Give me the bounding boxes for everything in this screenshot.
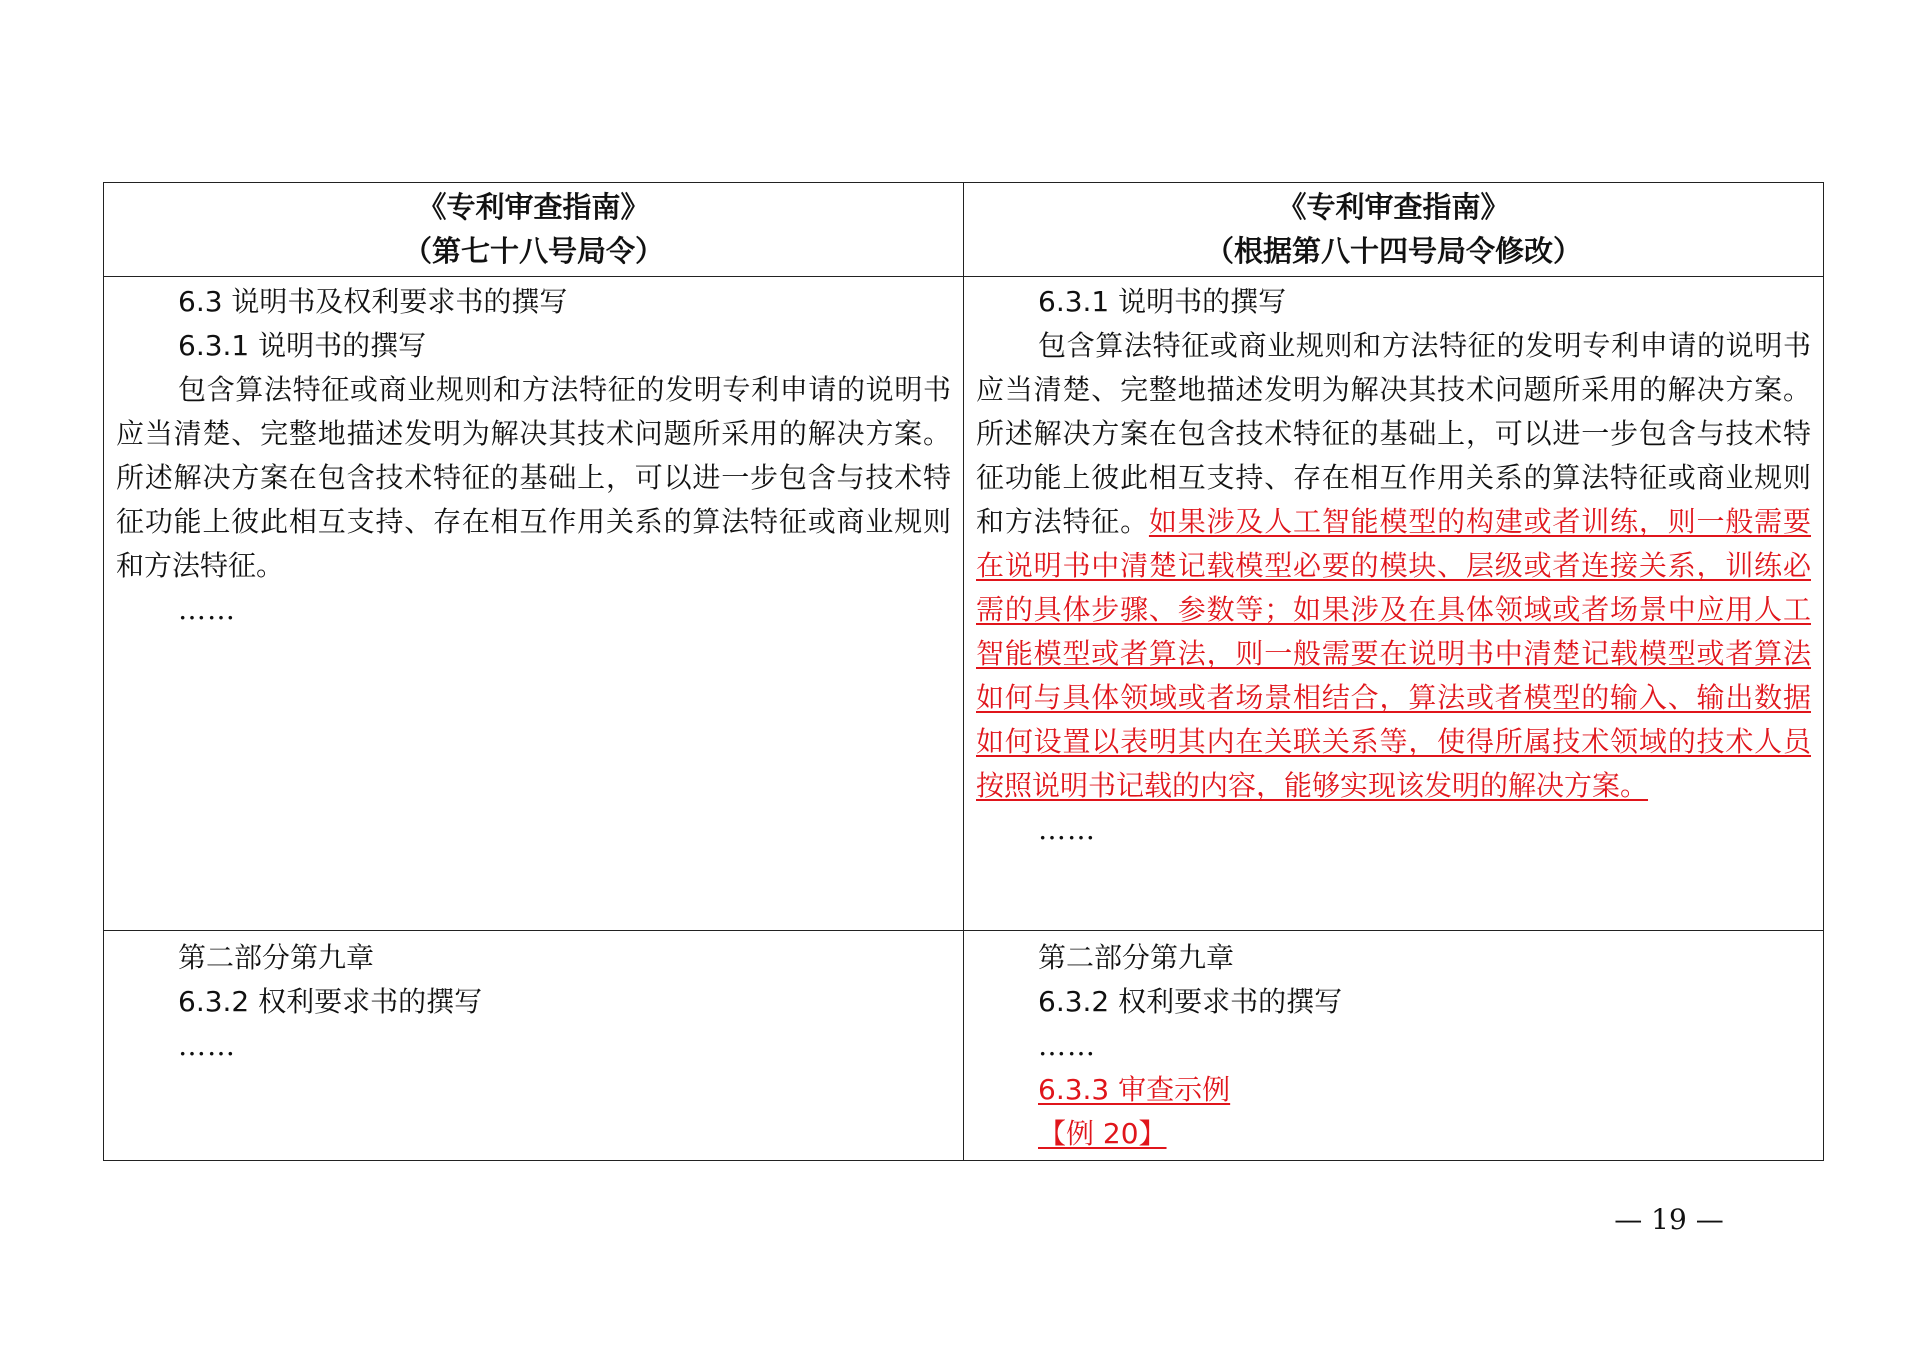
right-added-example: 【例 20】 — [1038, 1117, 1167, 1150]
right-column-header — [964, 183, 1824, 277]
right-claims-heading: 6.3.2 权利要求书的撰写 — [1038, 985, 1343, 1018]
left-description-body: 包含算法特征或商业规则和方法特征的发明专利申请的说明书应当清楚、完整地描述发明为解决其技术问题所采用的解决方案。所述解决方案在包含技术特征的基础上，可以进一步包含与技术特征功能上彼此相互支持、存在相互作用关系的算法特征或商业规则和方法特征。 — [116, 373, 951, 582]
right-description-body — [976, 324, 1811, 808]
left-description-cell — [104, 277, 964, 931]
left-claims-cell — [104, 931, 964, 1161]
right-header-title: 《专利审查指南》 — [1277, 190, 1510, 224]
left-subsection-heading: 6.3.1 说明书的撰写 — [178, 329, 427, 362]
table-row-claims — [104, 931, 1824, 1161]
left-section-heading: 6.3 说明书及权利要求书的撰写 — [178, 285, 568, 318]
left-claims-heading: 6.3.2 权利要求书的撰写 — [178, 985, 483, 1018]
left-header-subtitle: （第七十八号局令） — [402, 234, 664, 268]
comparison-table — [103, 182, 1824, 1161]
left-chapter-label: 第二部分第九章 — [178, 941, 375, 974]
right-description-cell — [964, 277, 1824, 931]
right-header-subtitle: （根据第八十四号局令修改） — [1204, 234, 1582, 268]
right-claims-cell — [964, 931, 1824, 1161]
right-body-unchanged-text: 包含算法特征或商业规则和方法特征的发明专利申请的说明书应当清楚、完整地描述发明为解决其技术问题所采用的解决方案。所述解决方案在包含技术特征的基础上，可以进一步包含与技术特征功能上彼此相互支持、存在相互作用关系的算法特征或商业规则和方法特征。 — [976, 329, 1811, 538]
right-added-heading: 6.3.3 审查示例 — [1038, 1073, 1231, 1106]
right-chapter-label: 第二部分第九章 — [1038, 941, 1235, 974]
right-ellipsis: …… — [1038, 813, 1096, 846]
page-number: — 19 — — [1614, 1203, 1724, 1236]
right-claims-ellipsis: …… — [1038, 1029, 1096, 1062]
left-column-header — [104, 183, 964, 277]
right-subsection-heading: 6.3.1 说明书的撰写 — [1038, 285, 1287, 318]
right-body-added-text: 如果涉及人工智能模型的构建或者训练，则一般需要在说明书中清楚记载模型必要的模块、层级或者连接关系，训练必需的具体步骤、参数等；如果涉及在具体领域或者场景中应用人工智能模型或者算法，则一般需要在说明书中清楚记载模型或者算法如何与具体领域或者场景相结合，算法或者模型的输入、输出数据如何设置以表明其内在关联关系等，使得所属技术领域的技术人员按照说明书记载的内容，能够实现该发明的解决方案。 — [976, 505, 1811, 802]
left-ellipsis: …… — [178, 593, 236, 626]
left-claims-ellipsis: …… — [178, 1029, 236, 1062]
left-header-title: 《专利审查指南》 — [417, 190, 650, 224]
table-header-row — [104, 183, 1824, 277]
table-row-description — [104, 277, 1824, 931]
